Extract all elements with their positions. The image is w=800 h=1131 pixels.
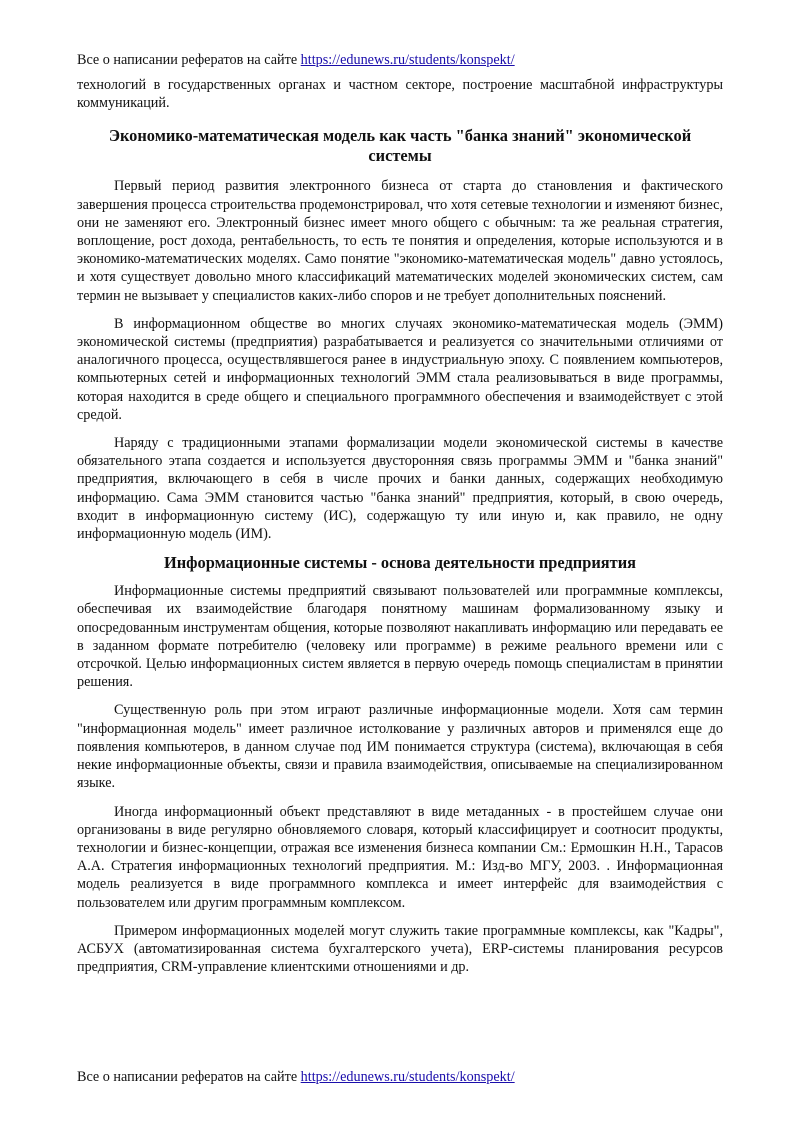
header-text: Все о написании рефератов на сайте	[77, 52, 301, 68]
section-heading-information-systems: Информационные системы - основа деятельности предприятия	[163, 553, 637, 573]
body-paragraph: Существенную роль при этом играют различные информационные модели. Хотя сам термин "информационная модель" имеет различное истолкование у различных авторов и применялся еще до появления компьютеров, в данном случае под ИМ понимается структура (система), включающая в себя некие информационные объекты, связи и правила взаимодействия, описываемые на специализированном языке.	[77, 702, 723, 792]
body-paragraph: Иногда информационный объект представляют в виде метаданных - в простейшем случае они организованы в виде регулярно обновляемого словаря, который классифицирует и соотносит продукты, технологии и бизнес-концепции, отражая все изменения бизнеса компании См.: Ермошкин Н.Н., Тарасов А.А. Стратегия информационных технологий предприятия. М.: Изд-во МГУ, 2003. . Информационная модель реализуется в виде программного комплекса и имеет интерфейс для взаимодействия с пользователем или другим программным комплексом.	[77, 803, 723, 911]
document-body	[77, 76, 723, 986]
body-paragraph: Первый период развития электронного бизнеса от старта до становления и фактического завершения процесса строительства продемонстрировал, что хотя сетевые технологии и изменяют бизнес, они не заменяют его. Электронный бизнес имеет много общего с обычным: та же реальная стратегия, воплощение, рост дохода, рентабельность, то есть те понятия и определения, которые используются и в экономико-математических моделях. Само понятие "экономико-математическая модель" давно устоялось, и хотя существует довольно много классификаций математических моделей экономических систем, сам термин не вызывает у специалистов каких-либо споров и не требует дополнительных пояснений.	[77, 178, 723, 304]
body-paragraph: Наряду с традиционными этапами формализации модели экономической системы в качестве обязательного этапа создается и используется двусторонняя связь программы ЭММ и "банка знаний" предприятия, включающего в себя в числе прочих и банки данных, содержащих необходимую информацию. Сама ЭММ становится частью "банка знаний" предприятия, который, в свою очередь, входит в информационную систему (ИС), содержащую ту или иную и, как правило, не одну информационную модель (ИМ).	[77, 435, 723, 543]
footer-link[interactable]: https://edunews.ru/students/konspekt/	[300, 1069, 515, 1085]
body-paragraph: Примером информационных моделей могут служить такие программные комплексы, как "Кадры", АСБУХ (автоматизированная система бухгалтерского учета), ERP-системы планирования ресурсов предприятия, CRM-управление клиентскими отношениями и др.	[77, 922, 723, 976]
page-footer	[77, 1068, 515, 1086]
footer-text: Все о написании рефератов на сайте	[77, 1069, 301, 1085]
page-header	[77, 51, 515, 69]
body-paragraph: В информационном обществе во многих случаях экономико-математическая модель (ЭММ) экономической системы (предприятия) разрабатывается и реализуется со значительными отличиями от аналогичного процесса, осуществлявшегося ранее в индустриальную эпоху. С появлением компьютеров, компьютерных сетей и информационных технологий ЭММ стала реализовываться в виде программы, которая находится в среде общего и специального программного обеспечения и взаимодействует с этой средой.	[77, 315, 723, 423]
intro-paragraph: технологий в государственных органах и частном секторе, построение масштабной инфраструктуры коммуникаций.	[77, 77, 723, 112]
section-heading-emm: Экономико-математическая модель как часть "банка знаний" экономической системы	[108, 126, 692, 166]
body-paragraph: Информационные системы предприятий связывают пользователей или программные комплексы, обеспечивая их взаимодействие благодаря понятному машинам формализованному языку и опосредованным инструментам общения, которые позволяют накапливать информацию или передавать ее в заданном формате потребителю (человеку или программе) в режиме реального времени или с отсрочкой. Целью информационных систем является в первую очередь помощь специалистам в принятии решения.	[77, 583, 723, 691]
header-link[interactable]: https://edunews.ru/students/konspekt/	[300, 52, 515, 68]
